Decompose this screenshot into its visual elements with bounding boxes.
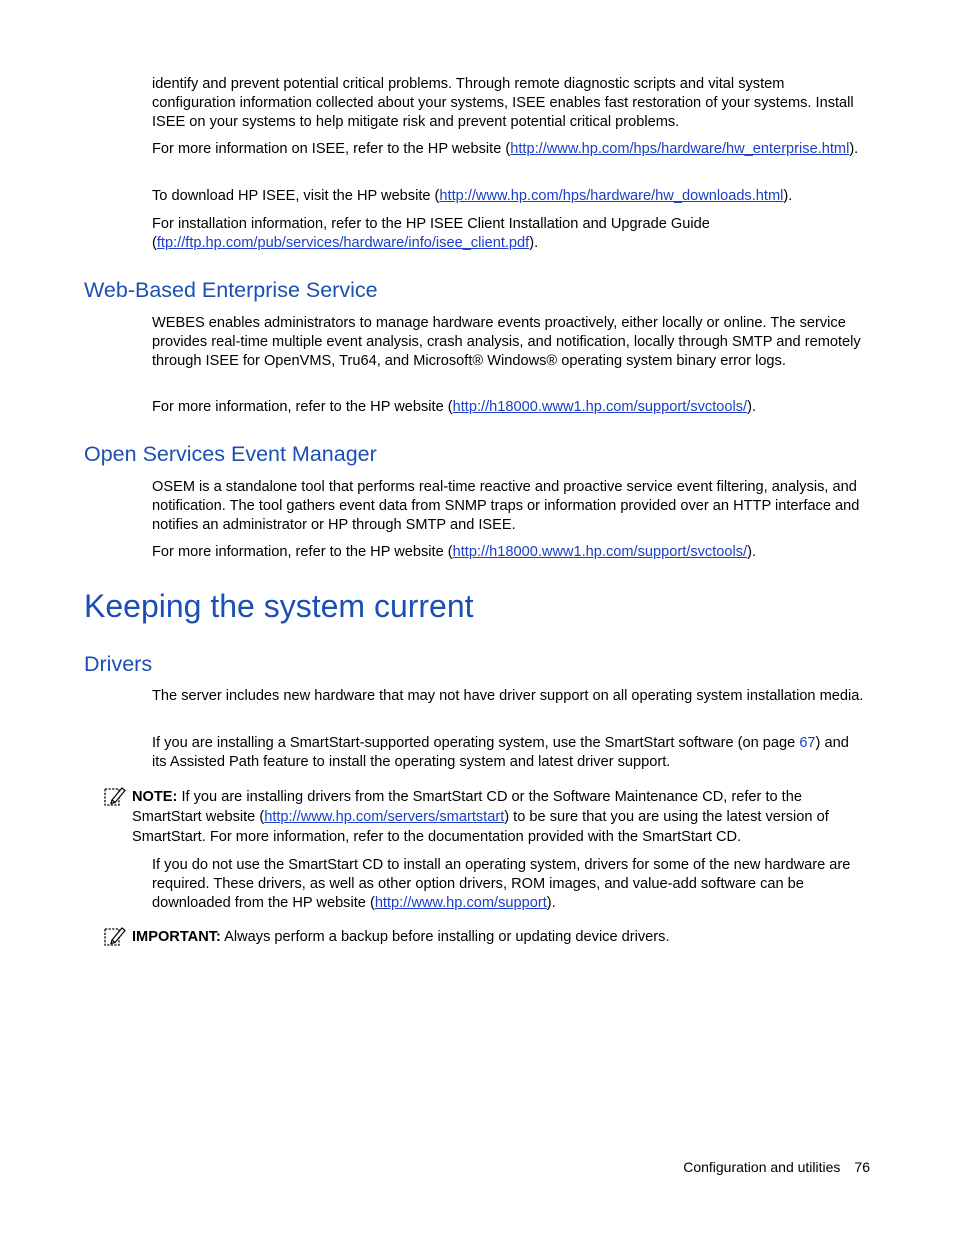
important-text xyxy=(104,927,864,947)
webes-heading: Web-Based Enterprise Service xyxy=(84,278,378,302)
isee-install-paragraph xyxy=(152,215,867,253)
osem-text: OSEM is a standalone tool that performs real-time reactive and proactive service event filtering, analysis, and notification. The tool gathers event data from SNMP traps or information provided over an HTTP interface and notifies an administrator or HP through SMTP and ISEE. xyxy=(152,479,860,533)
note-icon xyxy=(104,785,126,807)
isee-client-pdf-link[interactable]: ftp://ftp.hp.com/pub/services/hardware/info/isee_client.pdf xyxy=(156,235,530,251)
important-icon xyxy=(104,925,126,947)
webes-info-text: For more information, refer to the HP website ( xyxy=(152,399,453,415)
webes-text: WEBES enables administrators to manage hardware events proactively, either locally or online. The service provides real-time multiple event analysis, crash analysis, and notification, locally through SMTP and remotely through ISEE for OpenVMS, Tru64, and Microsoft® Windows® operating system binary error logs. xyxy=(152,315,861,369)
webes-info-close: ). xyxy=(747,399,757,415)
osem-info-close: ). xyxy=(747,544,757,560)
hp-support-link[interactable]: http://www.hp.com/support xyxy=(374,895,547,911)
webes-info-paragraph xyxy=(152,398,867,417)
page-67-link[interactable]: 67 xyxy=(799,735,816,751)
smartstart-link[interactable]: http://www.hp.com/servers/smartstart xyxy=(264,809,505,825)
drivers-paragraph xyxy=(152,687,867,706)
isee-download-text: To download HP ISEE, visit the HP website ( xyxy=(152,188,440,204)
keeping-current-heading: Keeping the system current xyxy=(84,588,474,624)
note-block xyxy=(104,787,864,847)
isee-info-text: For more information on ISEE, refer to the HP website ( xyxy=(152,141,511,157)
note-text-start: If you are installing drivers from the SmartStart CD or the Software Maintenance CD, refer to the SmartStart website ( xyxy=(132,789,802,825)
intro-text: identify and prevent potential critical problems. Through remote diagnostic scripts and vital system configuration information collected about your systems, ISEE enables fast restoration of your systems. Install ISEE on your systems to help mitigate risk and prevent potential critical problems. xyxy=(152,76,854,130)
isee-install-text: For installation information, refer to the HP ISEE Client Installation and Upgrade Guide ( xyxy=(152,216,710,251)
hw-enterprise-link[interactable]: http://www.hp.com/hps/hardware/hw_enterprise.html xyxy=(510,141,850,157)
webes-paragraph xyxy=(152,314,867,371)
important-message: Always perform a backup before installing or updating device drivers. xyxy=(220,929,670,945)
note-label: NOTE: xyxy=(132,789,178,805)
isee-download-paragraph xyxy=(152,187,867,206)
isee-install-close: ). xyxy=(529,235,539,251)
page-number: 76 xyxy=(854,1159,870,1175)
download-drivers-text: If you do not use the SmartStart CD to install an operating system, drivers for some of the new hardware are required. These drivers, as well as other option drivers, ROM images, and value-add software can be downloaded from the HP website ( xyxy=(152,857,851,911)
note-text-end: ) to be sure that you are using the latest version of SmartStart. For more information, refer to the documentation provided with the SmartStart CD. xyxy=(132,809,829,845)
smartstart-paragraph xyxy=(152,734,867,772)
isee-download-close: ). xyxy=(783,188,793,204)
page-footer xyxy=(683,1158,870,1176)
hw-downloads-link[interactable]: http://www.hp.com/hps/hardware/hw_downloads.html xyxy=(439,188,784,204)
osem-paragraph xyxy=(152,478,870,535)
intro-paragraph xyxy=(152,75,867,132)
isee-info-close: ). xyxy=(849,141,859,157)
important-label: IMPORTANT: xyxy=(132,929,221,945)
drivers-text: The server includes new hardware that may not have driver support on all operating system installation media. xyxy=(152,688,864,704)
webes-svctools-link[interactable]: http://h18000.www1.hp.com/support/svctools/ xyxy=(452,399,748,415)
osem-svctools-link[interactable]: http://h18000.www1.hp.com/support/svctools/ xyxy=(452,544,748,560)
note-text xyxy=(104,787,864,847)
drivers-heading: Drivers xyxy=(84,652,153,676)
footer-section: Configuration and utilities xyxy=(683,1159,841,1175)
download-drivers-paragraph xyxy=(152,856,870,913)
download-drivers-close: ). xyxy=(546,895,556,911)
osem-info-paragraph xyxy=(152,543,867,562)
smartstart-text-end: ) and its Assisted Path feature to install the operating system and latest driver support. xyxy=(152,735,849,770)
isee-info-paragraph xyxy=(152,140,867,159)
smartstart-text: If you are installing a SmartStart-supported operating system, use the SmartStart software (on page xyxy=(152,735,800,751)
osem-heading: Open Services Event Manager xyxy=(84,442,377,466)
osem-info-text: For more information, refer to the HP website ( xyxy=(152,544,453,560)
important-block xyxy=(104,927,864,947)
